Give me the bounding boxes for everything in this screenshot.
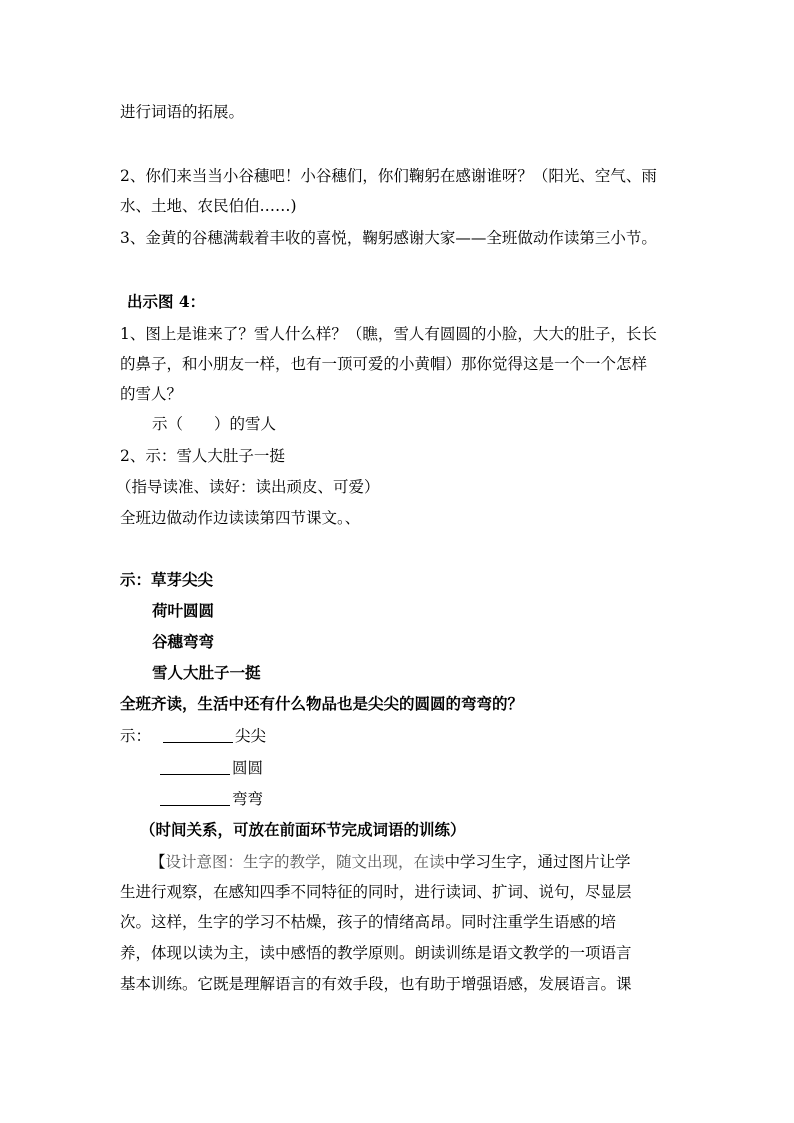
fill-word: 圆圆: [232, 759, 264, 777]
fill-blank: [160, 789, 230, 806]
fill-line-3: [160, 789, 263, 809]
fill-prefix: 示：: [120, 727, 152, 745]
fill-blank: [160, 758, 230, 775]
design-intent-line: 养，体现以读为主，读中感悟的教学原则。朗读训练是语文教学的一项语言: [120, 944, 632, 962]
intro-line: 进行词语的拓展。: [120, 103, 245, 121]
question-2: 2、示：雪人大肚子一挺: [120, 447, 285, 465]
design-rest-text: 中学习生字，通过图片让学: [444, 853, 631, 871]
show-list-item: 荷叶圆圆: [152, 601, 215, 620]
question-1-line-1: 1、图上是谁来了？雪人什么样？（瞧，雪人有圆圆的小脸，大大的肚子，长长: [120, 325, 657, 343]
question-1-line-3: 的雪人？: [120, 385, 183, 403]
fill-word: 弯弯: [232, 790, 264, 808]
fill-blank: [163, 726, 233, 743]
show-blank-line: 示（ ）的雪人: [152, 415, 277, 433]
question-1-line-2: 的鼻子，和小朋友一样，也有一顶可爱的小黄帽）那你觉得这是一个一个怎样: [120, 355, 648, 373]
class-question: 全班齐读，生活中还有什么物品也是尖尖的圆圆的弯弯的？: [120, 694, 524, 713]
reading-guide: （指导读准、读好：读出顽皮、可爱）: [116, 478, 380, 496]
paragraph-2-line-1: 2、你们来当当小谷穗吧！小谷穗们，你们鞠躬在感谢谁呀？（阳光、空气、雨: [120, 167, 657, 185]
fill-line-2: [160, 758, 263, 778]
design-intent-line: 基本训练。它既是理解语言的有效手段，也有助于增强语感，发展语言。课: [120, 975, 632, 993]
time-note: （时间关系，可放在前面环节完成词语的训练）: [140, 820, 466, 839]
design-intent-line: 次。这样，生字的学习不枯燥，孩子的情绪高昂。同时注重学生语感的培: [120, 913, 617, 931]
show-list-item: 雪人大肚子一挺: [152, 663, 261, 682]
fill-word: 尖尖: [235, 727, 267, 745]
paragraph-3: 3、金黄的谷穗满载着丰收的喜悦，鞠躬感谢大家——全班做动作读第三小节。: [120, 229, 657, 247]
class-read-line: 全班边做动作边读读第四节课文。、: [120, 509, 361, 527]
design-gray-text: 设计意图：生字的教学，随文出现，在读: [165, 853, 445, 871]
design-bracket: 【: [150, 853, 166, 871]
design-intent-line: 生进行观察，在感知四季不同特征的同时，进行读词、扩词、说句，尽显层: [120, 883, 632, 901]
figure-4-heading: 出示图 4：: [127, 292, 206, 311]
design-intent-line-1: [150, 852, 631, 872]
show-list-item: 示：草芽尖尖: [120, 570, 214, 589]
fill-line-1: [120, 726, 266, 746]
show-list-item: 谷穗弯弯: [152, 632, 215, 651]
paragraph-2-line-2: 水、土地、农民伯伯……): [120, 197, 297, 215]
